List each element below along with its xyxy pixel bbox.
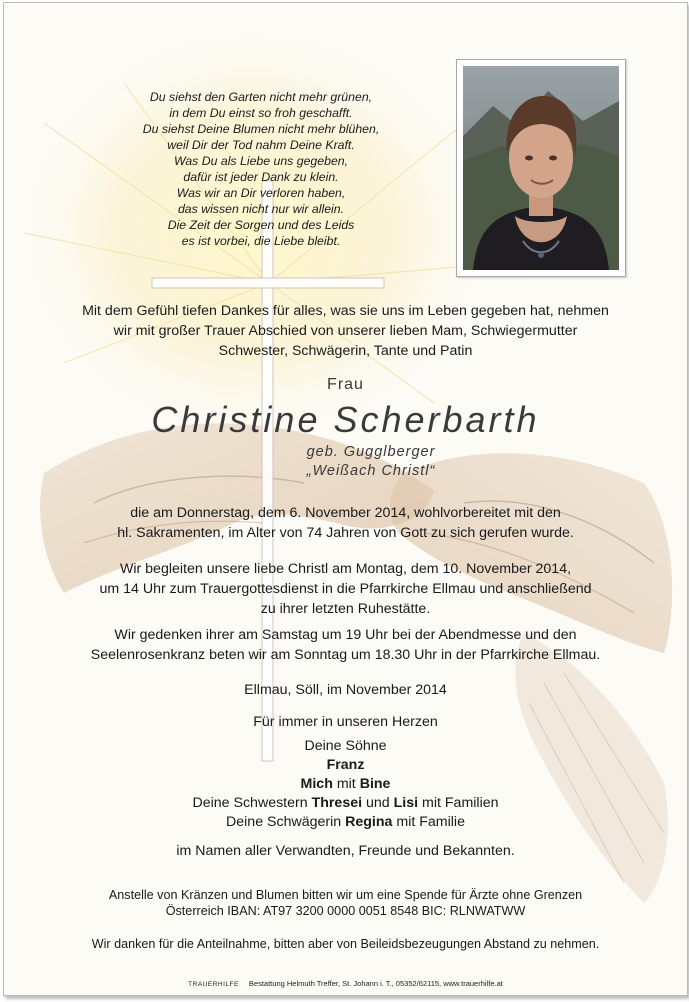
funeral-info [4,559,687,619]
poem [96,89,426,249]
funeral-line: zu ihrer letzten Ruhestätte. [260,601,431,617]
poem-line: Was Du als Liebe uns gegeben, [173,154,349,168]
partner-name: Bine [359,776,391,792]
mass-line: Wir gedenken ihrer am Samstag um 19 Uhr bei der Abendmesse und den [114,627,577,643]
sister-name: Lisi [393,795,419,811]
son-name: Mich [300,776,333,792]
mass-info [4,625,687,665]
intro-text [4,301,687,361]
funeral-line: um 14 Uhr zum Trauergottesdienst in die Pfarrkirche Ellmau und anschließend [99,581,592,597]
sister-name: Thresei [311,795,363,811]
donation-line: Österreich IBAN: AT97 3200 0000 0051 8548 BIC: RLNWATWW [165,904,526,918]
birth-name: geb. Gugglberger [306,444,436,460]
poem-line: Du siehst den Garten nicht mehr grünen, [149,90,373,104]
deceased-name: Christine Scherbarth [151,399,540,440]
donation-request [4,887,687,919]
thanks-note: Wir danken für die Anteilnahme, bitten aber von Beileidsbezeugungen Abstand zu nehmen. [91,937,600,951]
portrait-frame [456,59,626,277]
sisters-suffix: mit Familien [422,795,499,811]
birth-name-block [266,443,476,481]
poem-line: weil Dir der Tod nahm Deine Kraft. [167,138,355,152]
funeral-line: Wir begleiten unsere liebe Christl am Montag, dem 10. November 2014, [119,561,572,577]
with-word: mit [336,776,356,792]
death-notice-line: hl. Sakramenten, im Alter von 74 Jahren von Gott zu sich gerufen wurde. [117,525,574,541]
relatives-line: im Namen aller Verwandten, Freunde und Bekannten. [176,843,515,859]
sister-in-law-suffix: mit Familie [396,814,465,830]
death-notice [4,503,687,543]
nickname: „Weißach Christl“ [306,463,436,479]
obituary-page [3,2,688,996]
poem-line: es ist vorbei, die Liebe bleibt. [181,234,341,248]
poem-line: in dem Du einst so froh geschafft. [169,106,353,120]
sister-in-law-label: Deine Schwägerin [226,814,342,830]
footer [4,979,687,989]
sister-in-law-name: Regina [345,814,393,830]
intro-line: Mit dem Gefühl tiefen Dankes für alles, was sie uns im Leben gegeben hat, nehmen [82,303,609,319]
portrait-photo [463,66,619,270]
sisters-label: Deine Schwestern [192,795,308,811]
donation-line: Anstelle von Kränzen und Blumen bitten wir um eine Spende für Ärzte ohne Grenzen [108,888,583,902]
death-notice-line: die am Donnerstag, dem 6. November 2014, wohlvorbereitet mit den [130,505,561,521]
footer-brand: TRAUERHILFE [188,981,239,988]
poem-line: Die Zeit der Sorgen und des Leids [167,218,355,232]
mass-line: Seelenrosenkranz beten wir am Sonntag um 18.30 Uhr in der Pfarrkirche Ellmau. [90,647,601,663]
footer-text: Bestattung Helmuth Treffer, St. Johann i. T., 05352/62115, www.trauerhilfe.at [248,979,503,988]
sons-label: Deine Söhne [304,738,387,754]
honorific: Frau [327,376,364,393]
poem-line: das wissen nicht nur wir allein. [177,202,345,216]
intro-line: wir mit großer Trauer Abschied von unserer lieben Mam, Schwiegermutter [113,323,578,339]
family-list [4,737,687,832]
farewell-line: Für immer in unseren Herzen [253,714,438,730]
and-word: und [366,795,390,811]
poem-line: Du siehst Deine Blumen nicht mehr blühen, [142,122,380,136]
intro-line: Schwester, Schwägerin, Tante und Patin [218,343,473,359]
poem-line: Was wir an Dir verloren haben, [176,186,346,200]
poem-line: dafür ist jeder Dank zu klein. [183,170,339,184]
son-name: Franz [326,757,365,773]
place-date: Ellmau, Söll, im November 2014 [244,682,447,698]
